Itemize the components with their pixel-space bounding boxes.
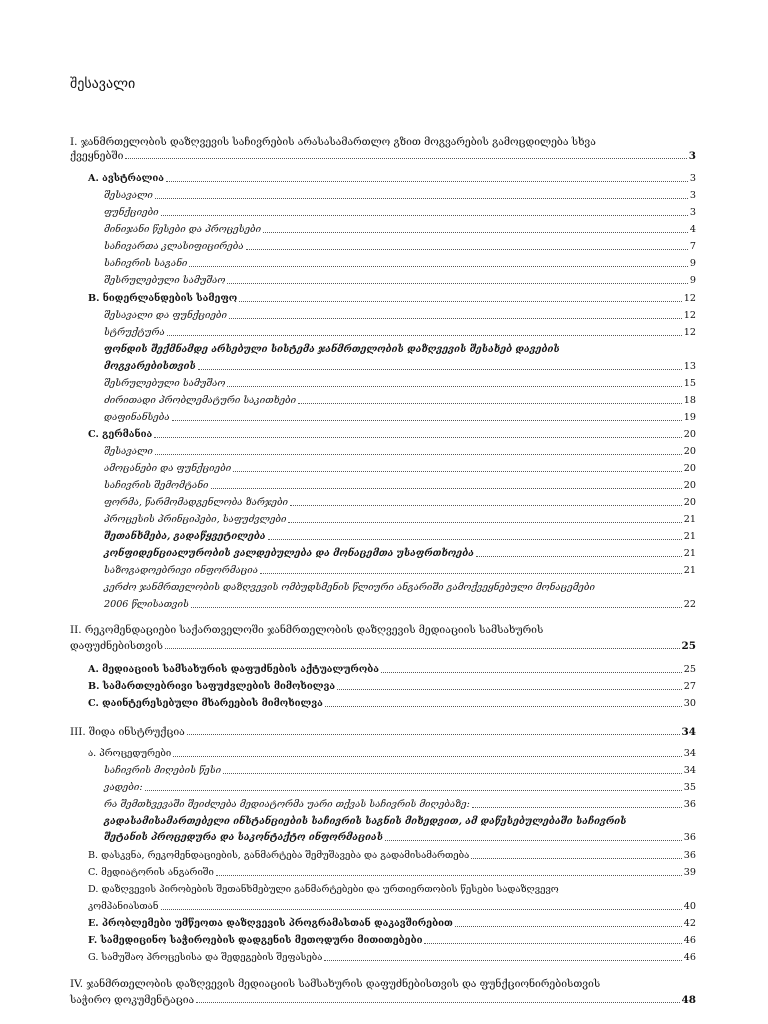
section-4-title-line1: IV. ჯანმრთელობის დაზღვევის მედიაციის სამსახურის დაფუძნებისთვის და ფუნქციონირებისთვის [70, 978, 601, 990]
toc-entry[interactable]: ძირითადი პრობლემატური საკითხები 18 [104, 395, 696, 406]
toc-entry-line1: კერძო ჯანმრთელობის დაზღვევის ომბუდსმენის წლიური ანგარიში გამოქვეყნებული მონაცემები [104, 582, 595, 593]
toc-entry[interactable]: A. ავსტრალია 3 [88, 173, 696, 184]
toc-entry[interactable]: შესავალი 3 [104, 190, 696, 201]
toc-entry[interactable]: შესრულებული სამუშაო 15 [104, 378, 696, 389]
toc-entry[interactable]: პროცესის პრინციპები, საფუძვლები 21 [104, 514, 696, 525]
toc-entry[interactable]: შესრულებული სამუშაო 9 [104, 275, 696, 286]
toc-entry[interactable]: საჩივრის საგანი 9 [104, 258, 696, 269]
toc-entry[interactable]: C. მედიატორის ანგარიში 39 [88, 867, 696, 878]
toc-entry[interactable]: C. გერმანია 20 [88, 429, 696, 440]
toc-entry[interactable]: ვადები: 35 [104, 782, 696, 793]
toc-entry[interactable]: შეტანის პროცედურა და საკონტაქტო ინფორმაციას 36 [104, 832, 696, 843]
toc-entry-section-1[interactable] [70, 150, 696, 162]
dot-leader [125, 158, 686, 159]
toc-entry[interactable]: G. სამუშაო პროცესისა და შედეგების შეფასება 46 [88, 952, 696, 963]
toc-entry[interactable]: E. პრობლემები უმწეოთა დაზღვევის პროგრამასთან დაკავშირებით 42 [88, 918, 696, 929]
toc-entry[interactable]: 2006 წლისათვის 22 [104, 599, 696, 610]
toc-entry[interactable]: B. ნიდერლანდების სამეფო 12 [88, 293, 696, 304]
toc-entry[interactable]: სტრუქტურა 12 [104, 327, 696, 338]
toc-entry[interactable]: კომპანიასთან 40 [88, 901, 696, 912]
toc-entry[interactable]: კონფიდენციალურობის ვალდებულება და მონაცემთა უსაფრთხოება 21 [104, 548, 696, 559]
toc-entry[interactable]: ფორმა, წარმომადგენლობა ზარჯები 20 [104, 497, 696, 508]
toc-entry[interactable]: B. დასკვნა, რეკომენდაციების, განმარტება შემუშავება და გადამისამართება 36 [88, 850, 696, 861]
toc-entry[interactable]: A. მედიაციის სამსახურის დაფუძნების აქტუალურობა 25 [88, 664, 696, 675]
toc-entry[interactable]: მინიჯანი წესები და პროცესები 4 [104, 224, 696, 235]
toc-entry-line1: გადასამისამართებელი ინსტანციების საჩივრის საგნის მიხედვით, ამ დაწესებულებაში საჩივრის [104, 816, 627, 827]
toc-entry[interactable]: რა შემთხვევაში შეიძლება მედიატორმა უარი თქვას საჩივრის მიღებაზე: 36 [104, 799, 696, 810]
toc-entry-section-4[interactable]: საჭირო დოკუმენტაცია 48 [70, 994, 696, 1006]
toc-entry-line1: D. დაზღვევის პირობების შეთანხმებული განმარტებები და ურთიერთობის წესები სადაზღვევო [88, 884, 559, 895]
toc-entry[interactable]: ამოცანები და ფუნქციები 20 [104, 463, 696, 474]
toc-entry[interactable]: ა. პროცედურები 34 [88, 748, 696, 759]
toc-entry[interactable]: საზოგადოებრივი ინფორმაცია 21 [104, 565, 696, 576]
toc-entry[interactable]: საჩივართა კლასიფიცირება 7 [104, 241, 696, 252]
toc-entry-section-3[interactable]: III. შიდა ინსტრუქცია 34 [70, 726, 696, 738]
toc-entry[interactable]: შესავალი 20 [104, 446, 696, 457]
toc-entry[interactable]: მოგვარებისთვის 13 [104, 361, 696, 372]
toc-entry[interactable]: B. სამართლებრივი საფუძვლების მიმოხილვა 27 [88, 681, 696, 692]
page-number: 3 [688, 150, 696, 162]
section-2-title-line1: II. რეკომენდაციები საქართველოში ჯანმრთელობის დაზღვევის მედიაციის სამსახურის [70, 624, 544, 636]
toc-entry[interactable]: C. დაინტერესებული მხარეების მიმოხილვა 30 [88, 698, 696, 709]
toc-entry-section-2[interactable]: დაფუძნებისთვის 25 [70, 640, 696, 652]
toc-entry[interactable]: შეთანხმება, გადაწყვეტილება 21 [104, 531, 696, 542]
toc-entry[interactable]: საჩივრის შემომტანი 20 [104, 480, 696, 491]
section-1-title-line1: I. ჯანმრთელობის დაზღვევის საჩივრების არასასამართლო გზით მოგვარების გამოცდილება სხვა [70, 136, 596, 148]
toc-entry[interactable]: დაფინანსება 19 [104, 412, 696, 423]
page-title: შესავალი [70, 76, 136, 92]
toc-entry[interactable]: საჩივრის მიღების წესი 34 [104, 765, 696, 776]
toc-entry[interactable]: ფუნქციები 3 [104, 207, 696, 218]
toc-entry[interactable]: შესავალი და ფუნქციები 12 [104, 310, 696, 321]
section-1-title-line2: ქვეყნებში [70, 150, 124, 162]
toc-entry-line1: ფონდის შექმნამდე არსებული სისტემა ჯანმრთელობის დაზღვევის შესახებ დავების [104, 344, 560, 355]
toc-entry[interactable]: F. სამედიცინო საჭიროების დადგენის მეთოდური მითითებები 46 [88, 935, 696, 946]
